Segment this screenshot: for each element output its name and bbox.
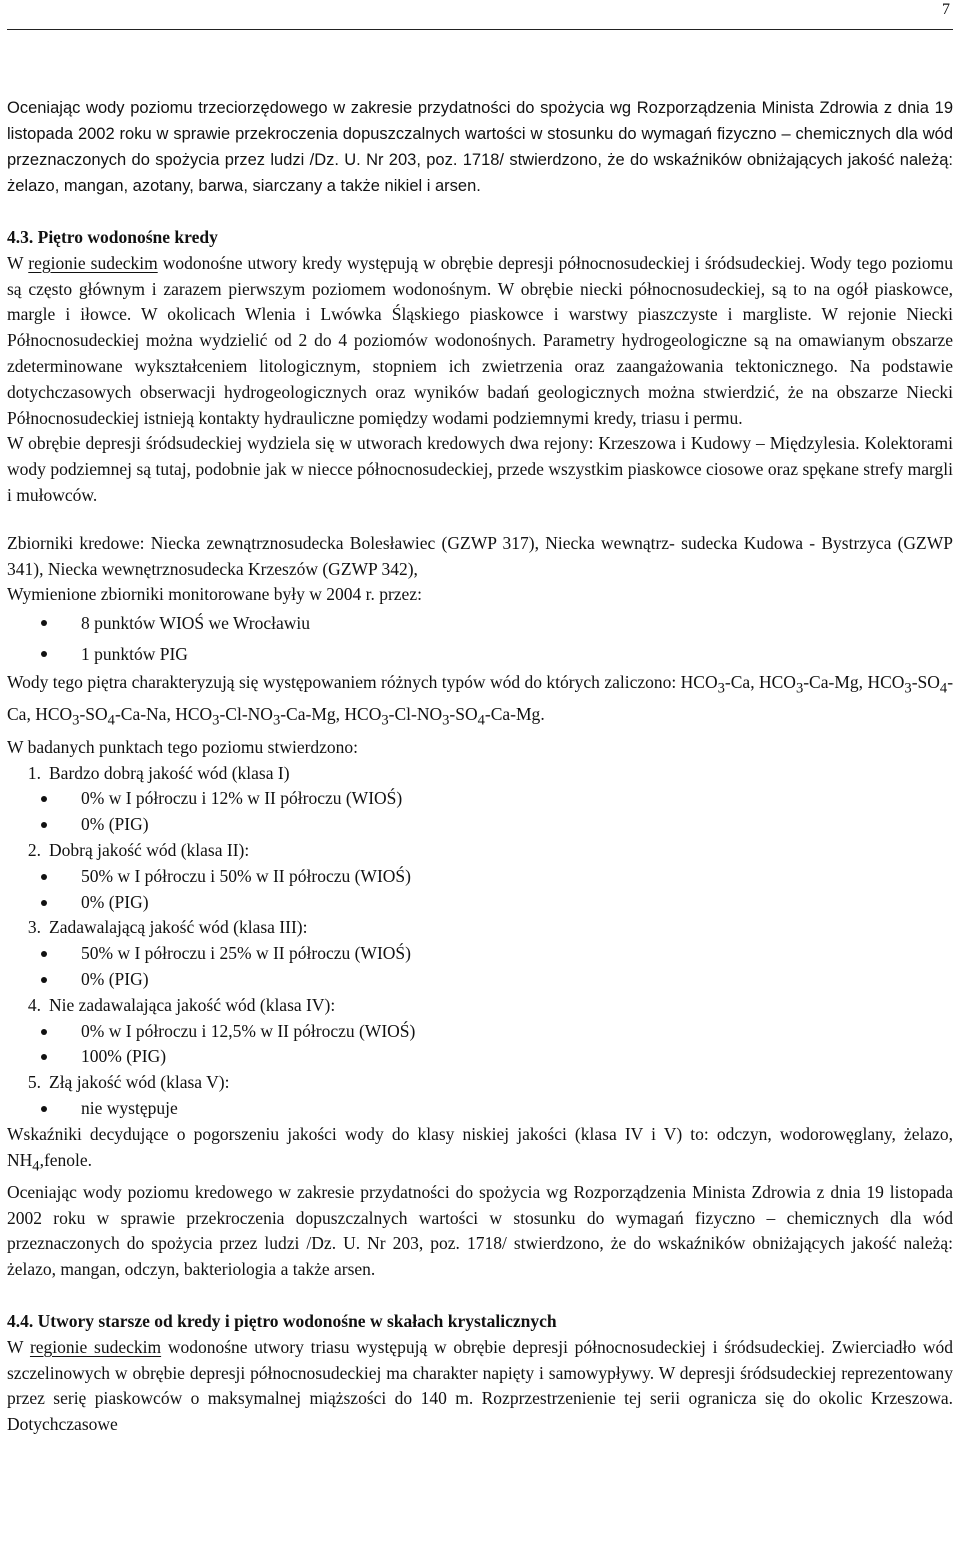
subscript: 4 [32,1158,40,1174]
class-label: Złą jakość wód (klasa V): [49,1072,230,1093]
list-item: 0% (PIG) [7,890,953,916]
formula-part: -SO [79,704,108,725]
separator: , [26,704,36,725]
study-intro: W badanych punktach tego poziomu stwierdzono: [7,736,359,757]
water-type-formula [344,704,541,729]
subscript: 3 [381,712,389,729]
list-item: 50% w I półroczu i 25% w II półroczu (WIOŚ) [7,941,953,967]
subscript: 4 [939,680,948,697]
subscript: 3 [904,680,912,697]
text-run: ,fenole. [39,1149,93,1170]
class-item [7,1070,953,1096]
class-label: Nie zadawalająca jakość wód (klasa IV): [49,994,336,1015]
class-item [7,838,953,864]
spacer [7,1283,953,1309]
list-item: 1 punktów PIG [7,639,953,670]
text-run: W [7,252,29,273]
page-number: 7 [942,1,950,18]
spacer [7,509,953,531]
subscript: 4 [477,712,485,729]
water-type-formula [758,672,859,697]
class-item [7,761,953,787]
assessment-paragraph: Oceniając wody poziomu kredowego w zakresie przydatności do spożycia wg Rozporządzenia Minista Zdrowia z dnia 19 listopada 2002 roku w sprawie przekroczenia dopuszczalnych wartości w stosunku do wymagań fizyczno – chemicznych dla wód przeznaczonych do spożycia przez ludzi /Dz. U. Nr 203, poz. 1718/ stwierdzono, że do wskaźników obniżających jakość należą: żelazo, mangan, odczyn, bakteriologia a także arsen. [7,1181,953,1280]
formula-part: HCO [344,704,382,725]
class-number: 2. [27,839,41,860]
class-number: 4. [27,994,41,1015]
text-run: W [7,1336,30,1357]
formula-part: HCO [758,672,796,693]
monitor-points-list [7,608,953,670]
text-run: wodonośne utwory triasu występują w obrębie depresji północnosudeckiej i śródsudeckiej. Zwierciadło wód szczelinowych w obrębie depresji północnosudeckiej ma charakter napięty i samowypływy. W depresji śródsudeckiej reprezentowany przez serię piaskowców o maksymalnej miąższości do 140 m. Rozprzestrzenienie tej serii ogranicza się do okolic Krzeszowa. Dotychczasowe [7,1336,954,1435]
formula-part: HCO [867,672,905,693]
region-link: regionie sudeckim [28,252,158,273]
list-item: 0% w I półroczu i 12% w II półroczu (WIOŚ) [7,786,953,812]
water-type-formula [680,672,751,697]
separator: , [750,672,759,693]
intro-paragraph: Oceniając wody poziomu trzeciorzędowego w zakresie przydatności do spożycia wg Rozporządzenia Minista Zdrowia z dnia 19 listopada 2002 roku w sprawie przekroczenia dopuszczalnych wartości w stosunku do wymagań fizyczno – chemicznych dla wód przeznaczonych do spożycia przez ludzi /Dz. U. Nr 203, poz. 1718/ stwierdzono, że do wskaźników obniżających jakość należą: żelazo, mangan, azotany, barwa, siarczany a także nikiel i arsen. [7,99,953,195]
section-4-3-paragraph-1 [7,251,953,432]
formula-part: HCO [680,672,718,693]
separator: , [335,704,345,725]
formula-part: HCO [35,704,73,725]
subscript: 4 [107,712,115,729]
section-heading-4-4: 4.4. Utwory starsze od kredy i piętro wodonośne w skałach krystalicznych [7,1310,557,1331]
formula-part: -Ca [724,672,751,693]
list-item: 8 punktów WIOŚ we Wrocławiu [7,608,953,639]
formula-part: -Ca-Mg [484,704,541,725]
separator: , [166,704,176,725]
region-link: regionie sudeckim [29,1336,162,1357]
reservoirs-paragraph: Zbiorniki kredowe: Niecka zewnątrznosudecka Bolesławiec (GZWP 317), Niecka wewnątrz- sudecka Kudowa - Bystrzyca (GZWP 341), Niecka wewnętrznosudecka Krzeszów (GZWP 342), [7,532,953,579]
subscript: 3 [717,680,725,697]
formula-part: -Ca-Na [114,704,167,725]
list-item: 0% (PIG) [7,812,953,838]
text-run: wodonośne utwory kredy występują w obrębie depresji północnosudeckiej i śródsudeckiej. Wody tego poziomu są często głównym i zarazem pierwszym poziomem wodonośnym. W obrębie niecki północnosudeckiej, są to na ogół piaskowce, margle i iłowce. W okolicach Wlenia i Lwówka Śląskiego piaskowce i warstwy piaszczyste i margliste. W rejonie Niecki Północnosudeckiej można wydzielić od 2 do 4 poziomów wodonośnych. Parametry hydrogeologiczne są na omawianym obszarze zdeterminowane wykształceniem litologicznym, stopniem ich zwietrzenia oraz zaangażowania tektonicznego. Na podstawie dotychczasowych obserwacji hydrogeologicznych oraz wyników badań geologicznych można stwierdzić, że na obszarze Niecki Północnosudeckiej istnieją kontakty hydrauliczne pomiędzy wodami podziemnymi kredy, triasu i permu. [7,252,954,428]
formula-part: -SO [911,672,940,693]
monitored-paragraph: Wymienione zbiorniki monitorowane były w 2004 r. przez: [7,584,422,605]
subscript: 3 [442,712,450,729]
subscript: 3 [795,680,804,697]
section-4-3-paragraph-2: W obrębie depresji śródsudeckiej wydziela się w utworach kredowych dwa rejony: Krzeszowa i Kudowy – Międzylesia. Kolektorami wody podziemnej są tutaj, podobnie jak w niecce północnosudeckiej, przede wszystkim piaskowce ciosowe oraz spękane strefy margli i mułowców. [7,433,953,505]
class-label: Bardzo dobrą jakość wód (klasa I) [49,762,290,783]
separator: , [858,672,868,693]
list-item: 100% (PIG) [7,1044,953,1070]
spacer [7,199,953,225]
list-item: 50% w I półroczu i 50% w II półroczu (WIOŚ) [7,864,953,890]
water-type-formula [175,704,336,729]
section-4-4-paragraph [7,1335,953,1438]
class-label: Dobrą jakość wód (klasa II): [49,839,250,860]
header-rule [7,29,953,30]
list-item: nie występuje [7,1096,953,1122]
section-heading-4-3: 4.3. Piętro wodonośne kredy [7,227,218,247]
formula-part: -Cl-NO [388,704,443,725]
list-item: 0% w I półroczu i 12,5% w II półroczu (WIOŚ) [7,1019,953,1045]
document-body [7,95,953,1438]
class-number: 5. [27,1072,41,1093]
formula-part: -Ca-Mg [280,704,336,725]
class-label: Zadawalającą jakość wód (klasa III): [49,917,308,938]
class-item [7,993,953,1019]
text-run: Wskaźniki decydujące o pogorszeniu jakości wody do klasy niskiej jakości (klasa IV i V) to: odczyn, wodorowęglany, żelazo, NH [7,1123,953,1170]
class-number: 1. [27,762,41,783]
class-item [7,915,953,941]
list-item: 0% (PIG) [7,967,953,993]
formula-part: -SO [449,704,478,725]
class-number: 3. [27,917,41,938]
text-run: Wody tego piętra charakteryzują się występowaniem różnych typów wód do których zaliczono: [7,672,681,693]
water-type-formula [35,704,167,729]
subscript: 3 [72,712,80,729]
subscript: 3 [272,712,281,729]
subscript: 3 [212,712,220,729]
formula-part: -Ca [7,672,954,725]
formula-part: HCO [175,704,213,725]
formula-part: -Cl-NO [219,704,273,725]
water-types-paragraph [7,670,953,735]
separator: . [540,704,545,725]
formula-part: -Ca-Mg [803,672,859,693]
indicators-paragraph [7,1122,953,1180]
quality-classes-list [7,761,953,1122]
